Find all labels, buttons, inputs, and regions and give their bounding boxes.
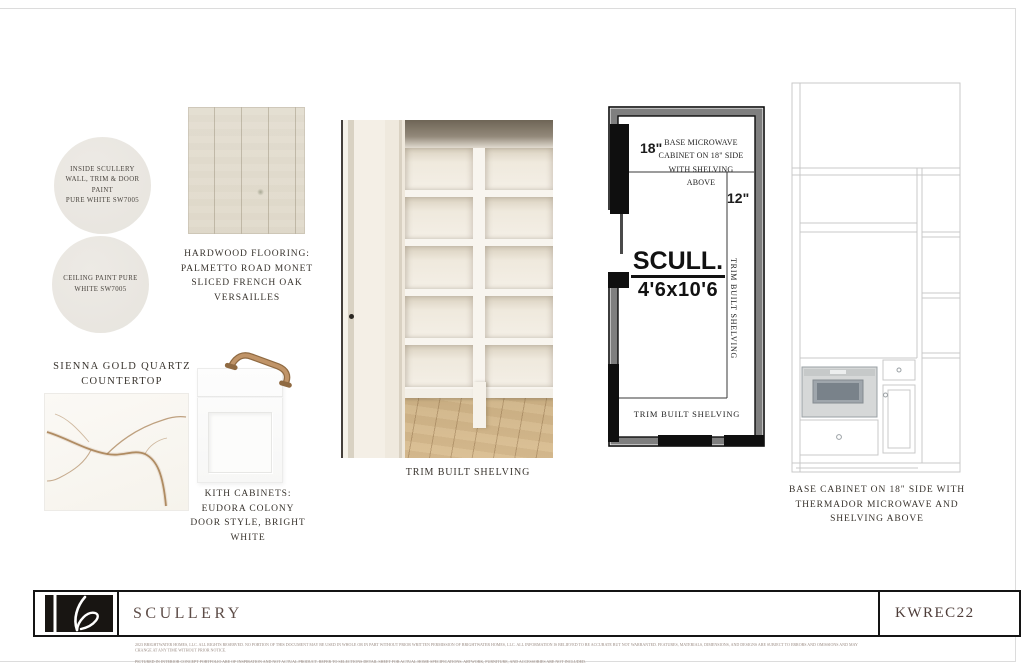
- shelving-photo: [341, 120, 553, 458]
- disclaimer-line: 2023 BRIGHTWATER HOMES, LLC. ALL RIGHTS RESERVED. NO PORTION OF THIS DOCUMENT MAY BE USED IN WHOLE OR IN PART WITHOUT PRIOR WRITTEN PERMISSION OF BRIGHTWATER HOMES, LLC. ALL INFORMATION IS BELIEVED TO BE ACCURATE BUT NOT WARRANTED. FEATURES, MATERIALS, DIMENSIONS, AND DESIGNS ARE SUBJECT TO ERRORS AND OMISSIONS AND MAY CHANGE AT ANY TIME WITHOUT PRIOR NOTICE.: [135, 642, 858, 653]
- plan-dim-12: 12": [727, 190, 750, 206]
- shelf-cell: [405, 345, 473, 394]
- plan-note-line: WITH SHELVING: [668, 164, 734, 174]
- shelf-cell: [485, 148, 553, 197]
- shelf-stile: [473, 246, 485, 295]
- door-hardware-dot: [349, 314, 354, 319]
- disclaimer: [135, 642, 895, 668]
- paint-swatch-ceiling: [52, 236, 149, 333]
- paint-swatch-text: PAINT: [91, 186, 114, 194]
- logo-b-icon: [45, 595, 113, 632]
- project-code: KWREC22: [895, 605, 975, 621]
- countertop-title: [42, 359, 202, 389]
- shelf-stile: [473, 148, 485, 197]
- shelf-cell: [485, 345, 553, 394]
- shelf-cell: [485, 197, 553, 246]
- shelf-stile: [473, 197, 485, 246]
- plan-room-label: [622, 248, 734, 302]
- photo-top-shadow: [405, 120, 553, 150]
- plan-shelving-bottom-label: TRIM BUILT SHELVING: [633, 409, 741, 419]
- flooring-caption-line: PALMETTO ROAD MONET: [180, 263, 314, 274]
- plan-note: [651, 136, 751, 190]
- shelving-photo-caption: TRIM BUILT SHELVING: [405, 467, 531, 478]
- quartz-swatch-image: [45, 394, 188, 510]
- elevation-caption-line: THERMADOR MICROWAVE AND: [795, 499, 959, 510]
- flooring-caption-line: HARDWOOD FLOORING:: [184, 249, 310, 259]
- cabinet-caption-line: WHITE: [230, 532, 266, 543]
- footer-title-bar: [33, 590, 1021, 637]
- flooring-caption: [166, 247, 328, 305]
- paint-swatch-wall: [54, 137, 151, 234]
- plan-dim-18: 18": [640, 140, 663, 156]
- flooring-caption-line: VERSAILLES: [214, 292, 280, 303]
- footer-divider: [117, 592, 119, 635]
- cabinet-caption-line: EUDORA COLONY: [201, 503, 295, 514]
- brand-logo: [45, 595, 113, 632]
- flooring-caption-line: SLICED FRENCH OAK: [191, 278, 303, 288]
- elevation-caption-line: BASE CABINET ON 18" SIDE WITH: [788, 485, 966, 495]
- plan-note-line: CABINET ON 18" SIDE: [658, 151, 744, 161]
- plan-room-size: 4'6x10'6: [637, 279, 719, 301]
- shelf-stile: [473, 296, 485, 345]
- cabinet-caption-line: DOOR STYLE, BRIGHT: [190, 518, 306, 528]
- built-in-shelving: [405, 148, 553, 394]
- cabinet-caption: [182, 487, 314, 545]
- elevation-caption: [788, 483, 966, 527]
- plan-note-line: BASE MICROWAVE: [664, 138, 738, 147]
- elevation-caption-line: SHELVING ABOVE: [830, 514, 924, 524]
- shelf-cell: [405, 246, 473, 295]
- cabinet-elevation-drawing: [788, 82, 964, 474]
- door-panel: [208, 412, 272, 473]
- cabinet-caption-line: KITH CABINETS:: [204, 489, 292, 499]
- shelf-cell: [405, 148, 473, 197]
- footer-divider: [878, 592, 880, 635]
- quartz-veining: [45, 394, 188, 510]
- plan-shelving-side-label: TRIM BUILT SHELVING: [729, 258, 738, 360]
- paint-swatch-text: INSIDE SCULLERY: [70, 165, 135, 173]
- shelf-cell: [405, 296, 473, 345]
- paint-swatch-text: WHITE SW7005: [74, 285, 127, 293]
- open-door: [341, 120, 405, 458]
- paint-swatch-text: CEILING PAINT PURE: [63, 275, 138, 282]
- shelf-cell: [405, 197, 473, 246]
- paint-swatch-text: PURE WHITE SW7005: [65, 197, 140, 204]
- bronze-handle: [222, 348, 302, 390]
- plan-note-line: ABOVE: [686, 178, 716, 188]
- countertop-title-line: COUNTERTOP: [81, 376, 163, 387]
- plan-room-name: SCULL.: [631, 248, 725, 278]
- page-title: SCULLERY: [133, 604, 243, 622]
- flooring-swatch-image: [188, 107, 305, 234]
- shelf-post: [473, 382, 486, 428]
- disclaimer-line: PICTURED IN INTERIOR CONCEPT PORTFOLIO ARE OF INSPIRATION AND NOT ACTUAL PRODUCT. REFER TO SELECTIONS DETAIL SHEET FOR ACTUAL HOME SPECIFICATIONS. ARTWORK, FURNITURE, AND ACCESSORIES ARE NOT INCLUDED.: [135, 659, 586, 664]
- shelf-cell: [485, 246, 553, 295]
- door-rail: [197, 396, 283, 398]
- shelf-cell: [485, 296, 553, 345]
- paint-swatch-text: WALL, TRIM & DOOR: [65, 176, 140, 183]
- countertop-title-line: SIENNA GOLD QUARTZ: [53, 361, 191, 372]
